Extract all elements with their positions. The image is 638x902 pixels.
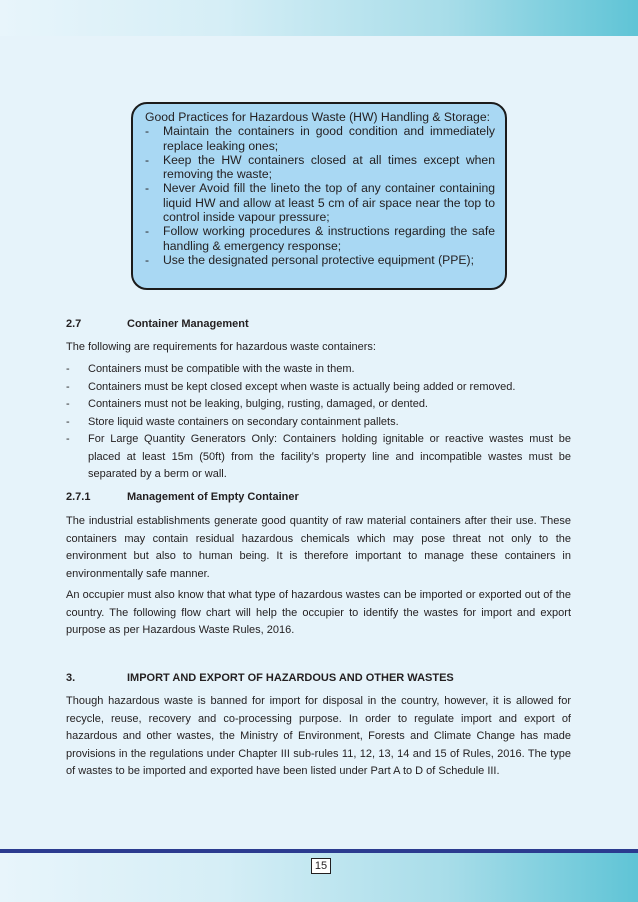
- section-number: 2.7: [66, 318, 82, 330]
- callout-item: - Maintain the containers in good condition and immediately replace leaking ones;: [145, 124, 495, 153]
- page-number: 15: [311, 858, 331, 874]
- section-2-7-1-heading: [66, 491, 299, 503]
- callout-item: - Follow working procedures & instructions regarding the safe handling & emergency response;: [145, 224, 495, 253]
- section-title: IMPORT AND EXPORT OF HAZARDOUS AND OTHER WASTES: [127, 672, 454, 684]
- section-title: Management of Empty Container: [127, 491, 299, 503]
- callout-title: Good Practices for Hazardous Waste (HW) Handling & Storage:: [145, 110, 490, 124]
- callout-item: - Use the designated personal protective equipment (PPE);: [145, 253, 495, 267]
- good-practices-callout: [131, 102, 507, 290]
- header-gradient-band: [0, 0, 638, 36]
- callout-item: - Keep the HW containers closed at all times except when removing the waste;: [145, 153, 495, 182]
- paragraph: Though hazardous waste is banned for import for disposal in the country, however, it is allowed for recycle, reuse, recovery and co-processing purpose. In order to regulate import and export of hazardous and other wastes, the Ministry of Environment, Forests and Climate Change has made provisions in the regulations under Chapter III sub-rules 11, 12, 13, 14 and 15 of Rules, 2016. The type of wastes to be imported and exported have been listed under Part A to D of Schedule III.: [66, 695, 571, 777]
- section-2-7-intro: The following are requirements for hazardous waste containers:: [66, 341, 376, 353]
- list-item: - Containers must be kept closed except when waste is actually being added or removed.: [66, 379, 571, 397]
- section-title: Container Management: [127, 318, 249, 330]
- paragraph: The industrial establishments generate good quantity of raw material containers after their use. These containers may contain residual hazardous chemicals which may pose threat not only to the environment but also to human being. It is therefore important to manage these containers in environmentally safe manner.: [66, 515, 571, 580]
- callout-list: [145, 124, 495, 267]
- section-number: 2.7.1: [66, 491, 91, 503]
- list-item: - Containers must be compatible with the waste in them.: [66, 361, 571, 379]
- paragraph: An occupier must also know that what type of hazardous wastes can be imported or exported out of the country. The following flow chart will help the occupier to identify the wastes for import and export purpose as per Hazardous Waste Rules, 2016.: [66, 589, 571, 636]
- container-requirements-list: [66, 361, 571, 484]
- list-item: - For Large Quantity Generators Only: Containers holding ignitable or reactive wastes must be placed at least 15m (50ft) from the facility’s property line and incompatible wastes must be separated by a berm or wall.: [66, 431, 571, 484]
- section-2-7-heading: [66, 318, 249, 330]
- list-item: - Store liquid waste containers on secondary containment pallets.: [66, 414, 571, 432]
- section-number: 3.: [66, 672, 76, 684]
- callout-item: - Never Avoid fill the lineto the top of any container containing liquid HW and allow at least 5 cm of air space near the top to control inside vapour pressure;: [145, 181, 495, 224]
- list-item: - Containers must not be leaking, bulging, rusting, damaged, or dented.: [66, 396, 571, 414]
- section-3-heading: [66, 672, 454, 684]
